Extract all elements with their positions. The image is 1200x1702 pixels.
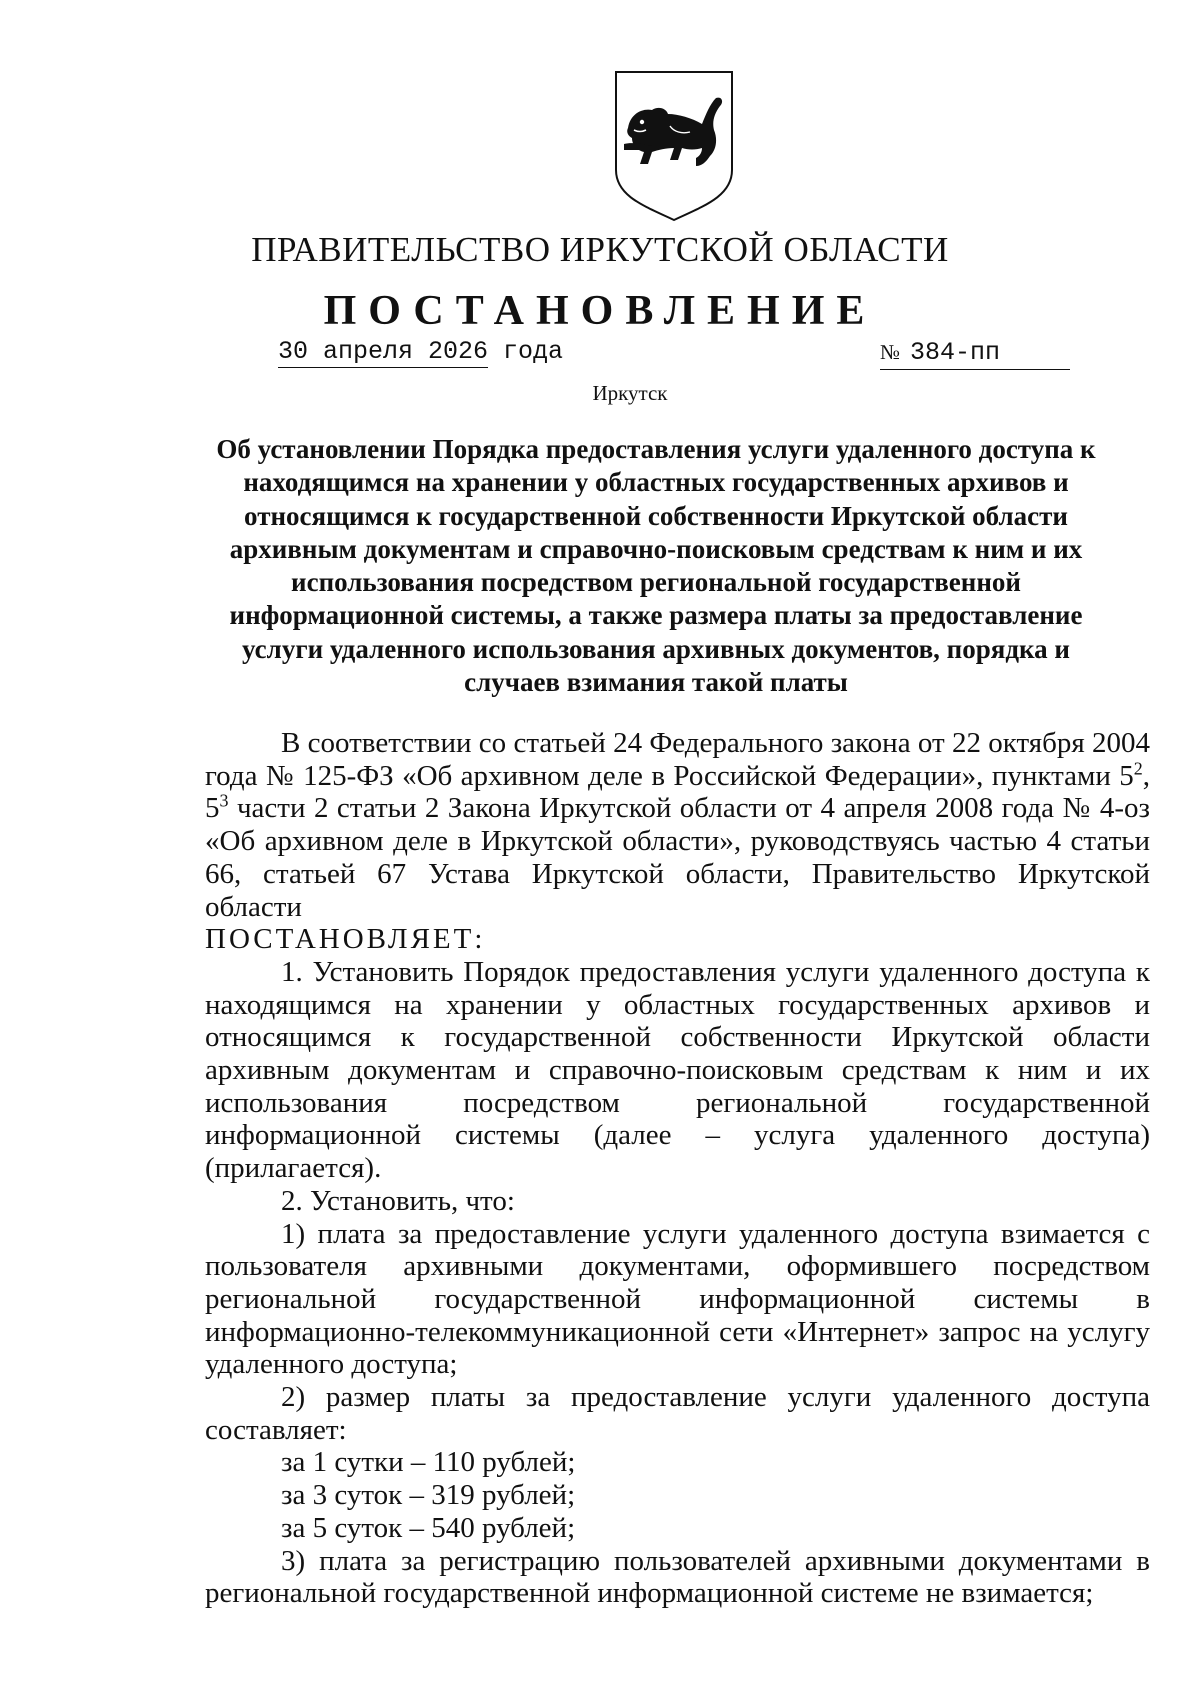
superscript-3: 3 [219,790,229,811]
irkutsk-coat-of-arms-icon [612,70,736,222]
subparagraph-2-1: 1) плата за предоставление услуги удаленного доступа взимается с пользователя архивными документами, оформившего посредством региональной государственной информационной системы в информационно-телекоммуникационной сети «Интернет» запрос на услугу удаленного доступа; [205,1217,1150,1381]
date-suffix: года [488,337,564,366]
number-sign: № [880,340,901,364]
decree-word: ПОСТАНОВЛЯЕТ: [205,923,486,956]
preamble-part-3: части 2 статьи 2 Закона Иркутской области от 4 апреля 2008 года № 4-оз «Об архивном деле в Иркутской области», руководствуясь частью 4 статьи 66, статьей 67 Устава Иркутской области, Правительство Иркутской области [205,792,1150,923]
document-subject: Об установлении Порядка предоставления услуги удаленного доступа к находящимся на хранении у областных государственных архивов и относящимся к государственной собственности Иркутской области архивным документам и справочно-поисковым средствам к ним и их использования посредством региональной государственной информационной системы, а также размера платы за предоставление услуги удаленного использования архивных документов, порядка и случаев взимания такой платы [216,434,1096,698]
preamble-part-2: , 5 [205,759,1150,825]
paragraph-1: 1. Установить Порядок предоставления услуги удаленного доступа к находящимся на хранении у областных государственных архивов и относящимся к государственной собственности Иркутской области архивным документам и справочно-поисковым средствам к ним и их использования посредством региональной государственной информационной системы (далее – услуга удаленного доступа) (прилагается). [205,955,1150,1185]
date-value: 30 апреля 2026 [278,337,489,366]
subparagraph-2-3: 3) плата за регистрацию пользователей архивными документами в региональной государственной информационной системе не взимается; [205,1544,1150,1610]
city-name: Иркутск [592,381,668,405]
number-value: 384-пп [910,338,1001,367]
fee-3-days: за 3 суток – 319 рублей; [281,1479,576,1512]
document-type: ПОСТАНОВЛЕНИЕ [323,288,877,334]
document-body [205,727,1150,1610]
fee-5-days: за 5 суток – 540 рублей; [281,1511,576,1544]
document-date [278,336,563,368]
paragraph-2: 2. Установить, что: [281,1184,515,1217]
superscript-2: 2 [1133,758,1143,779]
fee-1-day: за 1 сутки – 110 рублей; [281,1446,576,1479]
preamble-part-1: В соответствии со статьей 24 Федерального закона от 22 октября 2004 года № 125-ФЗ «Об архивном деле в Российской Федерации», пунктами 5 [205,727,1150,792]
preamble-paragraph [205,727,1150,923]
subparagraph-2-2: 2) размер платы за предоставление услуги удаленного доступа составляет: [205,1381,1150,1446]
government-title: ПРАВИТЕЛЬСТВО ИРКУТСКОЙ ОБЛАСТИ [251,230,949,269]
document-number [880,336,1070,370]
